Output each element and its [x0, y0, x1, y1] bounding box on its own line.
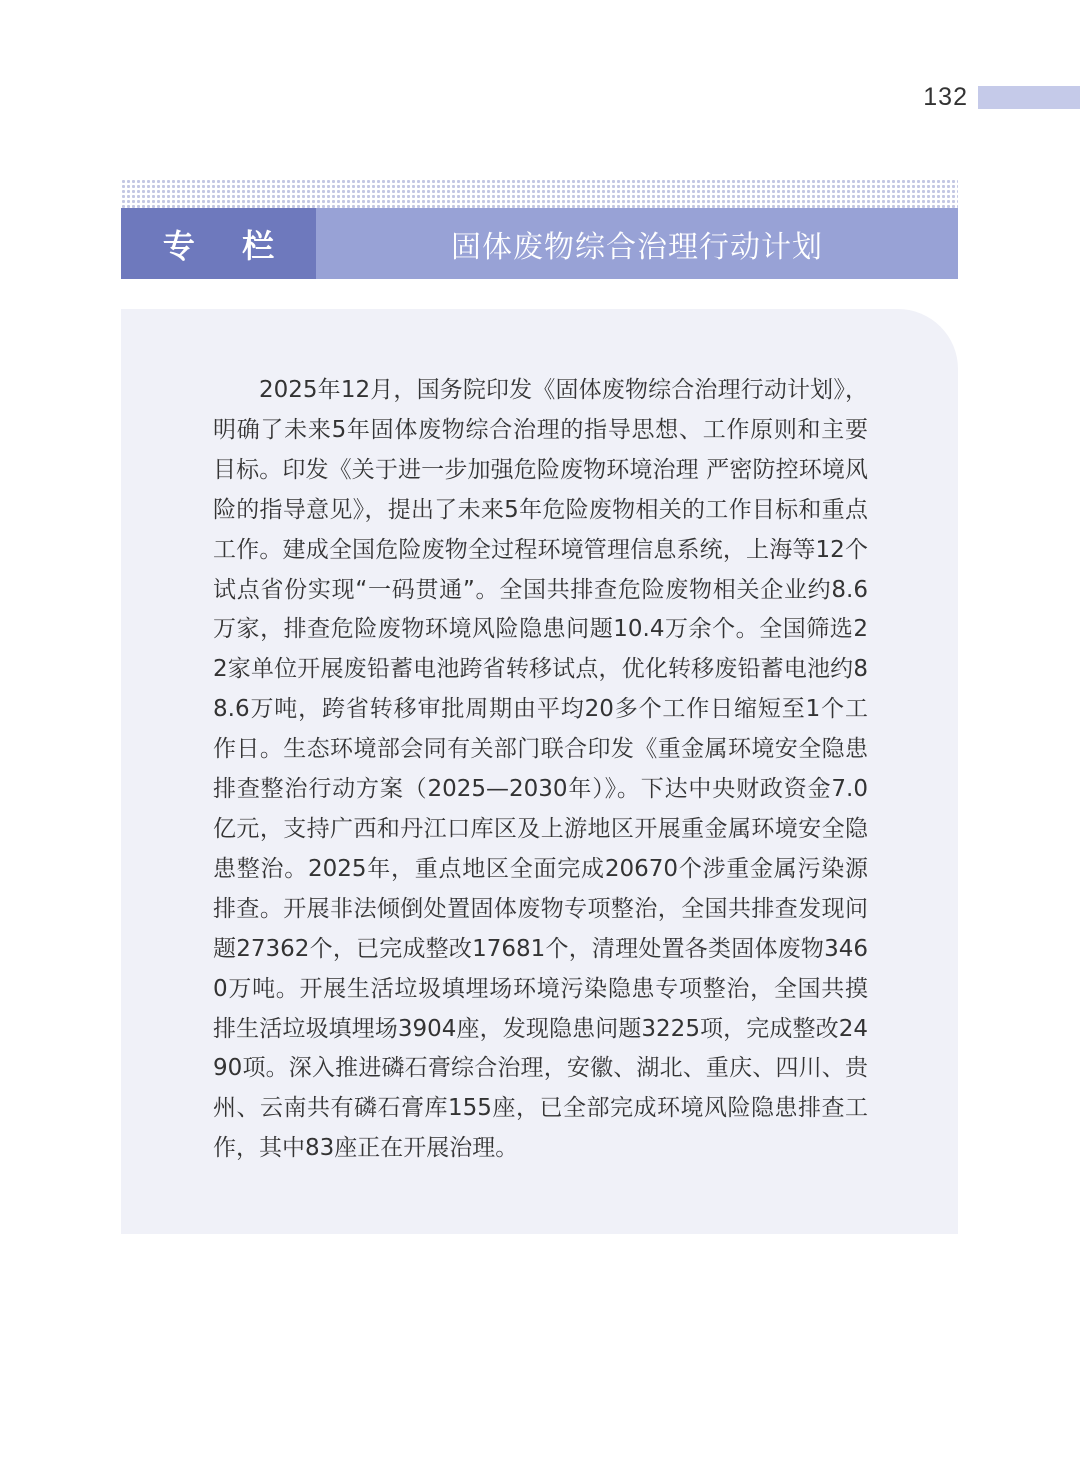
column-header-bar [121, 208, 958, 279]
dotted-decoration-band [121, 179, 958, 208]
page-number: 132 [923, 83, 968, 111]
body-paragraph: 2025年12月，国务院印发《固体废物综合治理行动计划》，明确了未来5年固体废物综合治理的指导思想、工作原则和主要目标。印发《关于进一步加强危险废物环境治理 严密防控环境风险的指导意见》，提出了未来5年危险废物相关的工作目标和重点工作。建成全国危险废物全过程环境管理信息系统，上海等12个试点省份实现“一码贯通”。全国共排查危险废物相关企业约8.6万家，排查危险废物环境风险隐患问题10.4万余个。全国筛选22家单位开展废铅蓄电池跨省转移试点，优化转移废铅蓄电池约88.6万吨，跨省转移审批周期由平均20多个工作日缩短至1个工作日。生态环境部会同有关部门联合印发《重金属环境安全隐患排查整治行动方案（2025—2030年）》。下达中央财政资金7.0亿元，支持广西和丹江口库区及上游地区开展重金属环境安全隐患整治。2025年，重点地区全面完成20670个涉重金属污染源排查。开展非法倾倒处置固体废物专项整治，全国共排查发现问题27362个，已完成整改17681个，清理处置各类固体废物3460万吨。开展生活垃圾填埋场环境污染隐患专项整治，全国共摸排生活垃圾填埋场3904座，发现隐患问题3225项，完成整改2490项。深入推进磷石膏综合治理，安徽、湖北、重庆、四川、贵州、云南共有磷石膏库155座，已全部完成环境风险隐患排查工作，其中83座正在开展治理。 [213, 377, 868, 1162]
column-title: 固体废物综合治理行动计划 [451, 229, 823, 265]
page-tab-decoration [978, 86, 1080, 109]
section-label: 专 栏 [162, 226, 293, 265]
section-label-block [121, 208, 316, 279]
